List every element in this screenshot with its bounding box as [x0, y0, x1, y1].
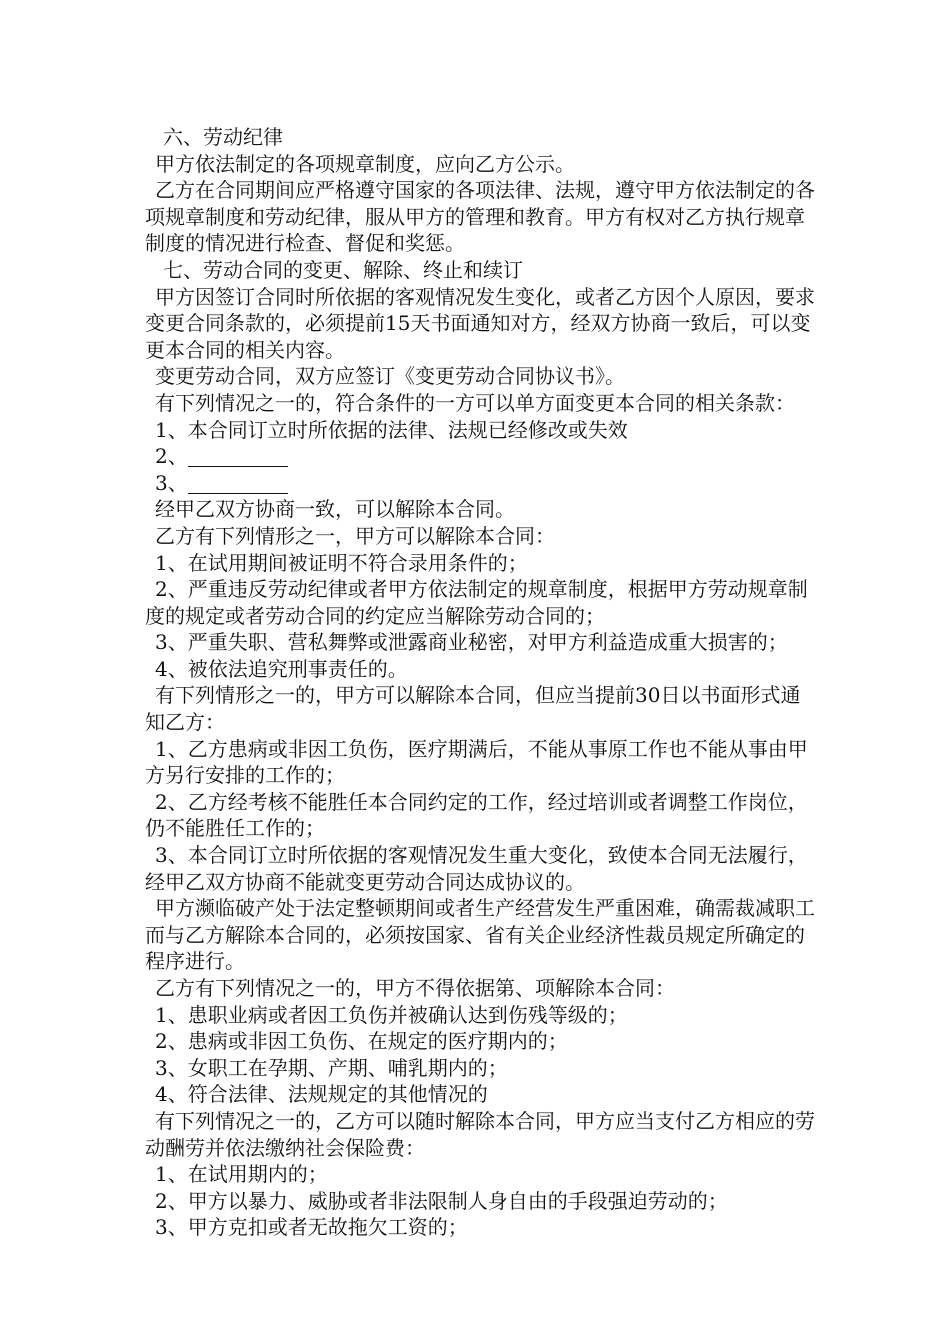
paragraph: 有下列情形之一的，甲方可以解除本合同，但应当提前30日以书面形式通知乙方： — [145, 683, 801, 735]
list-item: 3、严重失职、营私舞弊或泄露商业秘密，对甲方利益造成重大损害的； — [155, 630, 788, 655]
list-number: 2、 — [155, 444, 188, 469]
paragraph: 有下列情况之一的，乙方可以随时解除本合同，甲方应当支付乙方相应的劳动酬劳并依法缴纳社会保险费： — [145, 1108, 815, 1160]
paragraph: 甲方濒临破产处于法定整顿期间或者生产经营发生严重困难，确需裁减职工而与乙方解除本合同的，必须按国家、省有关企业经济性裁员规定所确定的程序进行。 — [145, 896, 815, 974]
paragraph: 乙方有下列情况之一的，甲方不得依据第、项解除本合同： — [155, 976, 675, 1000]
list-item: 3、甲方克扣或者无故拖欠工资的； — [155, 1215, 468, 1240]
list-item: 4、符合法律、法规规定的其他情况的 — [155, 1082, 488, 1107]
blank-list-item — [145, 443, 815, 470]
list-item: 2、乙方经考核不能胜任本合同约定的工作，经过培训或者调整工作岗位，仍不能胜任工作的； — [145, 789, 808, 841]
paragraph: 有下列情况之一的，符合条件的一方可以单方面变更本合同的相关条款： — [155, 390, 795, 415]
list-item: 3、本合同订立时所依据的客观情况发生重大变化，致使本合同无法履行，经甲乙双方协商不能就变更劳动合同达成协议的。 — [145, 843, 808, 894]
paragraph: 甲方因签订合同时所依据的客观情况发生变化，或者乙方因个人原因，要求变更合同条款的，必须提前15天书面通知对方，经双方协商一致后，可以变更本合同的相关内容。 — [145, 284, 815, 362]
fill-in-blank-line — [188, 473, 288, 494]
list-item: 1、本合同订立时所依据的法律、法规已经修改或失效 — [155, 417, 628, 442]
paragraph: 变更劳动合同，双方应签订《变更劳动合同协议书》。 — [155, 364, 625, 389]
paragraph: 乙方有下列情形之一，甲方可以解除本合同： — [155, 523, 555, 548]
list-item: 2、严重违反劳动纪律或者甲方依法制定的规章制度，根据甲方劳动规章制度的规定或者劳动合同的约定应当解除劳动合同的； — [145, 577, 808, 628]
list-item: 3、女职工在孕期、产期、哺乳期内的； — [155, 1055, 508, 1080]
paragraph: 乙方在合同期间应严格遵守国家的各项法律、法规，遵守甲方依法制定的各项规章制度和劳动纪律，服从甲方的管理和教育。甲方有权对乙方执行规章制度的情况进行检查、督促和奖惩。 — [145, 178, 815, 256]
document-body — [145, 124, 815, 1241]
list-item: 2、患病或非因工负伤、在规定的医疗期内的； — [155, 1029, 568, 1054]
paragraph: 经甲乙双方协商一致，可以解除本合同。 — [155, 497, 515, 522]
section-heading-contract-changes: 七、劳动合同的变更、解除、终止和续订 — [163, 257, 523, 282]
paragraph: 甲方依法制定的各项规章制度，应向乙方公示。 — [155, 151, 575, 176]
blank-list-item — [145, 470, 815, 497]
list-item: 1、在试用期间被证明不符合录用条件的； — [155, 550, 528, 575]
list-item: 2、甲方以暴力、威胁或者非法限制人身自由的手段强迫劳动的； — [155, 1188, 728, 1213]
list-item: 1、在试用期内的； — [155, 1162, 328, 1187]
fill-in-blank-line — [188, 446, 288, 467]
list-number: 3、 — [155, 470, 188, 495]
list-item: 4、被依法追究刑事责任的。 — [155, 656, 408, 681]
list-item: 1、乙方患病或非因工负伤，医疗期满后，不能从事原工作也不能从事由甲方另行安排的工作的； — [145, 736, 808, 788]
section-heading-labor-discipline: 六、劳动纪律 — [163, 125, 283, 149]
list-item: 1、患职业病或者因工负伤并被确认达到伤残等级的； — [155, 1002, 628, 1027]
